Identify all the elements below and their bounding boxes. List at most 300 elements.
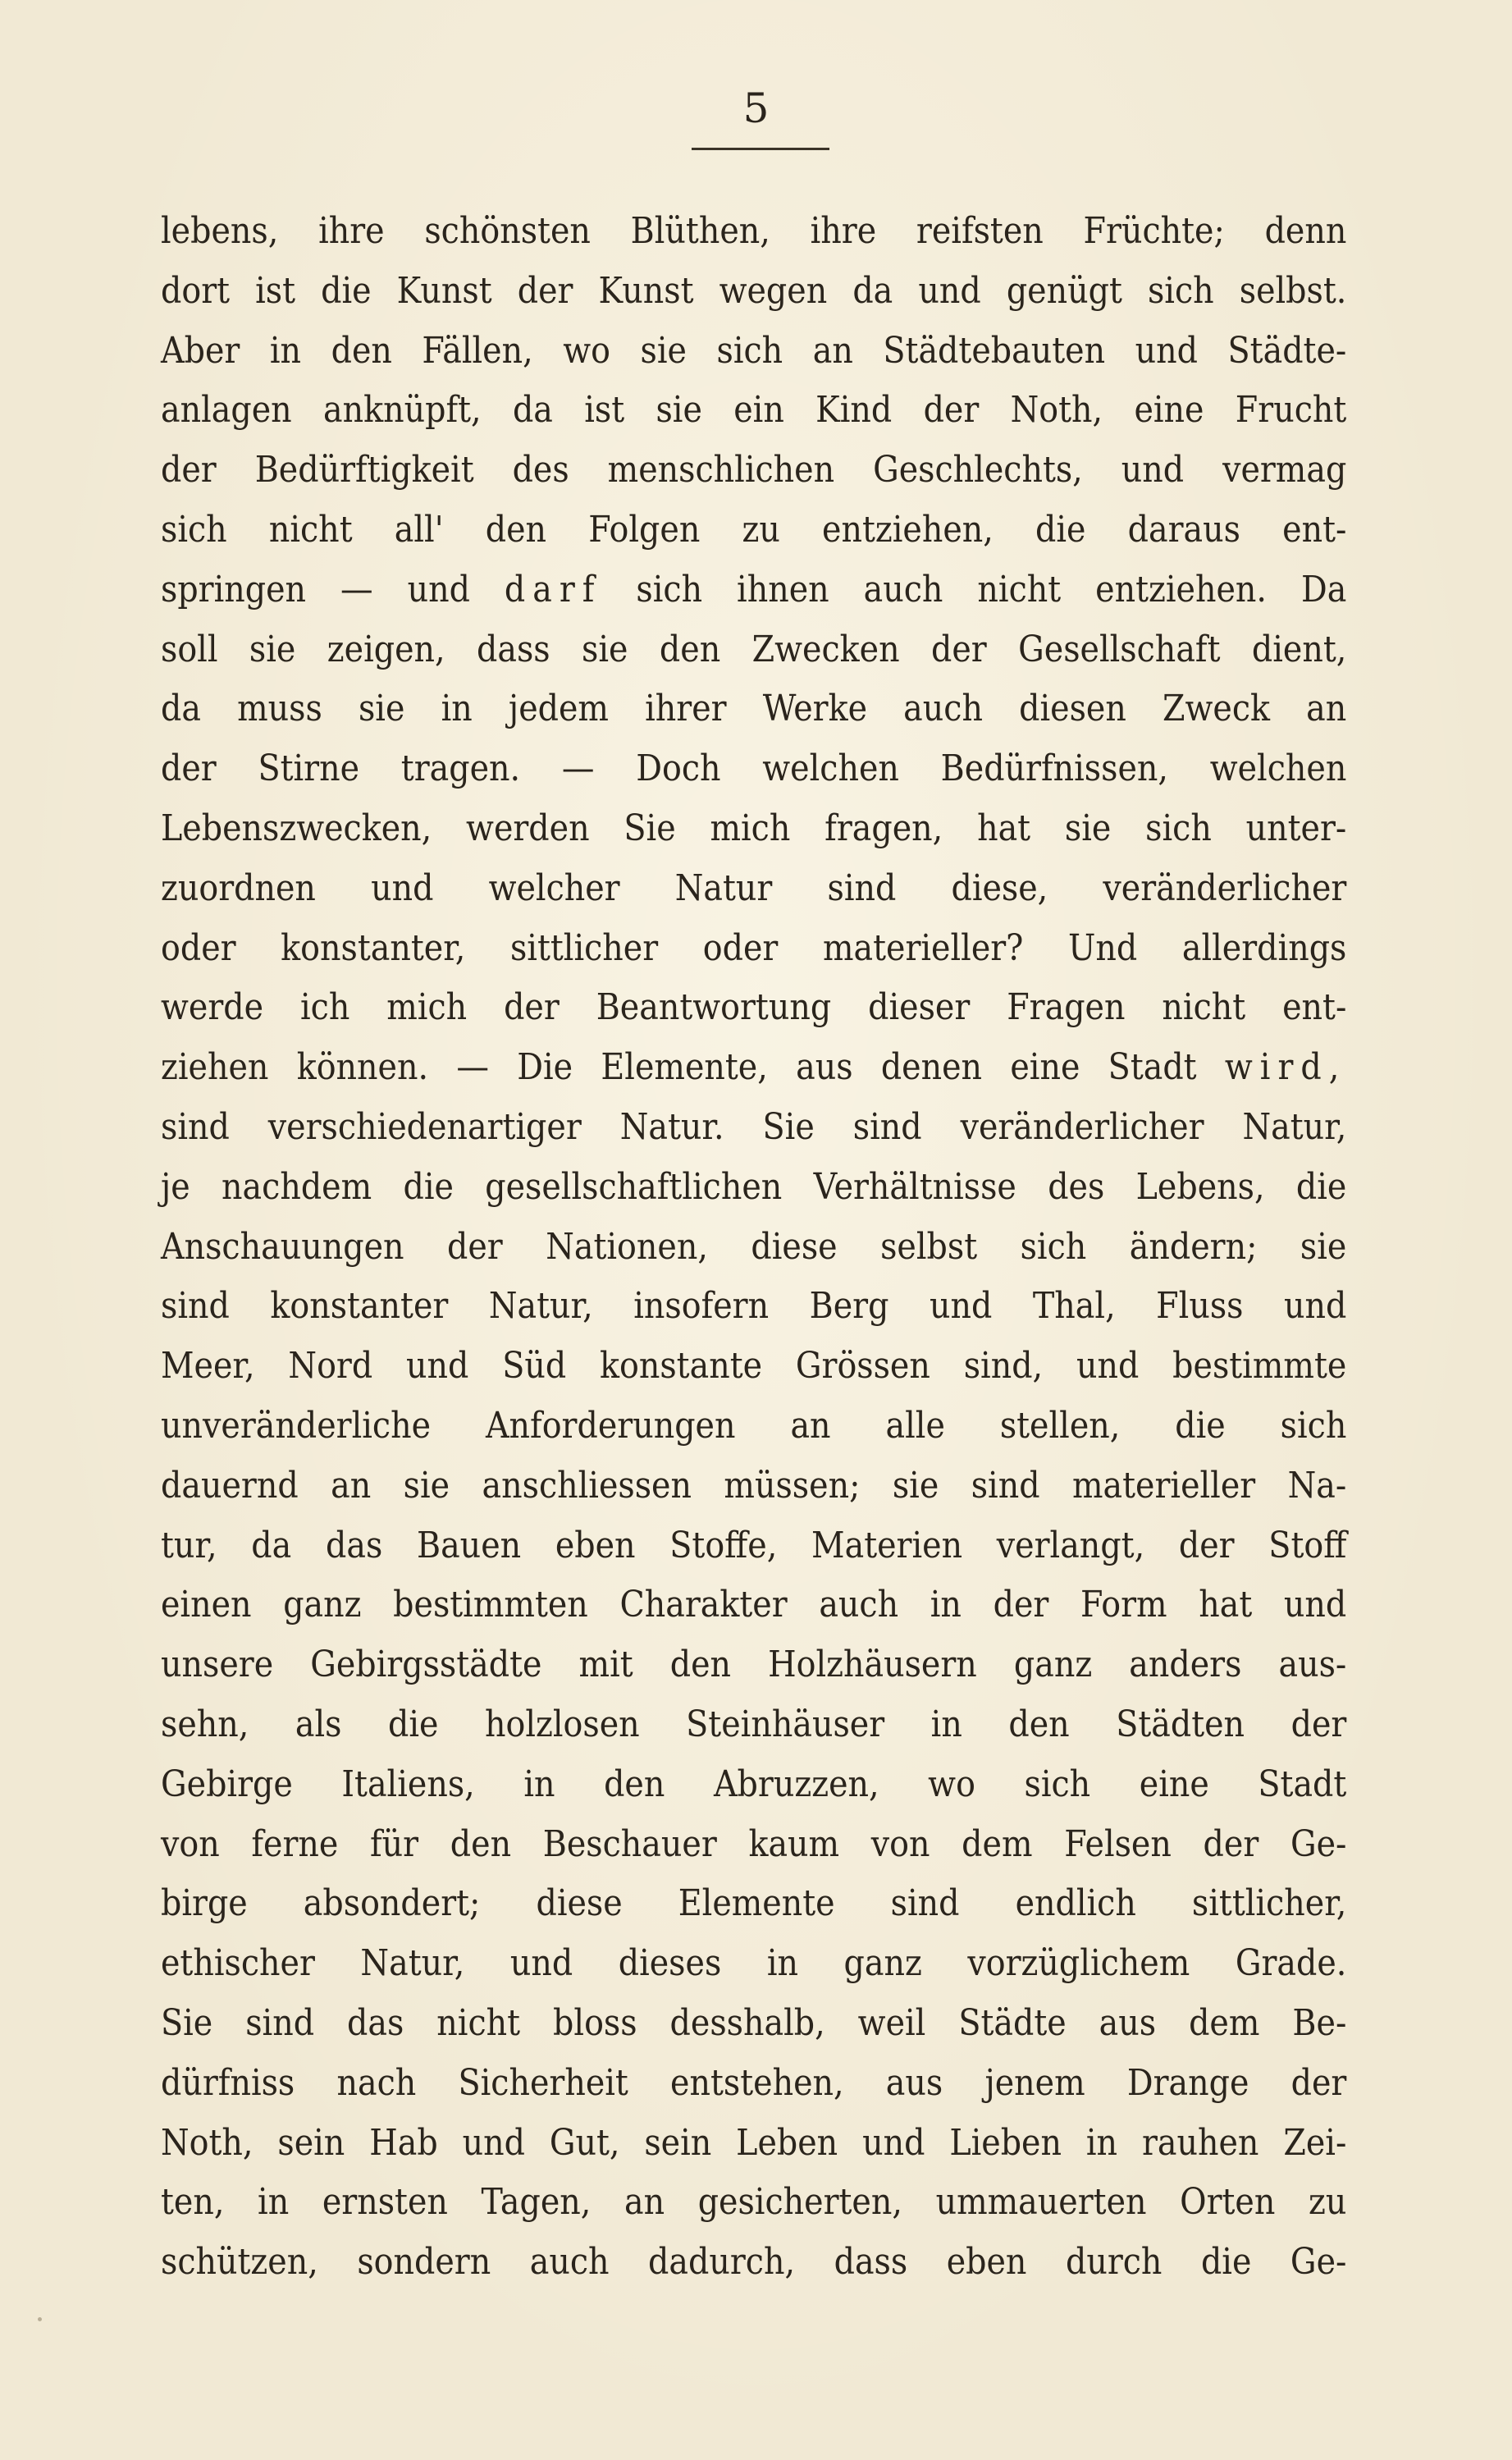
- word: für: [370, 1822, 419, 1865]
- word: stellen,: [999, 1404, 1121, 1447]
- word: sind: [245, 2001, 315, 2044]
- word: anders: [1129, 1644, 1242, 1686]
- word: sie: [892, 1464, 939, 1507]
- word: ist: [255, 269, 296, 312]
- word: und: [1121, 449, 1185, 492]
- word: mit: [578, 1644, 633, 1686]
- word: dient,: [1251, 628, 1347, 670]
- word: anlagen: [161, 389, 292, 432]
- word: in: [523, 1763, 555, 1805]
- word: welchen: [1209, 748, 1347, 790]
- word: Lieben: [949, 2121, 1062, 2164]
- word: je: [161, 1165, 190, 1208]
- text-line: [161, 2054, 1346, 2114]
- word: ferne: [251, 1822, 339, 1865]
- word: sie: [1064, 807, 1112, 849]
- word: zuordnen: [161, 866, 316, 909]
- word: zu: [1308, 2181, 1347, 2224]
- word: diese,: [951, 866, 1048, 909]
- word: sein: [277, 2121, 345, 2164]
- word: der: [517, 269, 573, 312]
- word: und: [462, 2121, 525, 2164]
- word: schützen,: [161, 2241, 318, 2284]
- text-line: [161, 441, 1346, 501]
- word: und: [371, 866, 434, 909]
- word: den: [485, 508, 547, 551]
- word: ihre: [318, 210, 385, 252]
- word: der: [1290, 2061, 1347, 2104]
- word: auch: [819, 1584, 899, 1626]
- word: springen: [161, 568, 307, 610]
- word: Kunst: [598, 269, 694, 312]
- word: ich: [299, 986, 350, 1029]
- word: Natur,: [360, 1942, 465, 1985]
- word: fragen,: [825, 807, 943, 849]
- word: von: [870, 1822, 930, 1865]
- word: da: [512, 389, 553, 432]
- word: von: [161, 1822, 220, 1865]
- word: Noth,: [1010, 389, 1103, 432]
- word: dadurch,: [648, 2241, 796, 2284]
- word: Natur.: [619, 1105, 724, 1148]
- word: ent-: [1282, 986, 1347, 1029]
- word: sind: [852, 1105, 922, 1148]
- word: Hab: [369, 2121, 438, 2164]
- word: selbst.: [1239, 269, 1347, 312]
- word: sind: [161, 1285, 230, 1328]
- word: in: [269, 329, 302, 372]
- text-line: [161, 1397, 1346, 1456]
- word: anknüpft,: [323, 389, 482, 432]
- word: Stadt: [1258, 1763, 1347, 1805]
- word: werden: [466, 807, 590, 849]
- word: nicht: [977, 568, 1062, 610]
- word: der: [931, 628, 987, 670]
- word: Elemente,: [601, 1046, 768, 1089]
- word: weil: [857, 2001, 926, 2044]
- word: dass: [834, 2241, 908, 2284]
- word: Drange: [1126, 2061, 1249, 2104]
- word: lebens,: [161, 210, 279, 252]
- word: Geschlechts,: [873, 449, 1083, 492]
- word: tragen.: [400, 748, 521, 790]
- word: nicht: [268, 508, 353, 551]
- word: Abruzzen,: [713, 1763, 879, 1805]
- word: konstanter,: [281, 926, 466, 969]
- word: sie: [358, 688, 405, 730]
- word: birge: [161, 1882, 248, 1925]
- word: der: [161, 449, 217, 492]
- text-line: [161, 1218, 1346, 1278]
- word: absondert;: [303, 1882, 481, 1925]
- word: nicht: [436, 2001, 521, 2044]
- word: ganz: [1013, 1644, 1093, 1686]
- word: Stoffe,: [669, 1524, 778, 1566]
- word: Form: [1080, 1584, 1167, 1626]
- text-line: [161, 799, 1346, 859]
- page-number: 5: [742, 85, 770, 132]
- word: Sicherheit: [458, 2061, 628, 2104]
- word: muss: [237, 688, 322, 730]
- word: Nord: [288, 1345, 373, 1388]
- word: bloss: [553, 2001, 637, 2044]
- word: sind: [827, 866, 897, 909]
- word: Ge-: [1290, 1822, 1347, 1865]
- word: Gebirgsstädte: [310, 1644, 542, 1686]
- text-line: [161, 1874, 1346, 1934]
- text-line: [161, 1575, 1346, 1635]
- word: als: [295, 1703, 342, 1745]
- word: ernsten: [322, 2181, 448, 2224]
- word: Meer,: [161, 1345, 255, 1388]
- text-line: [161, 1098, 1346, 1158]
- word: der: [161, 748, 217, 790]
- word: Zei-: [1283, 2121, 1347, 2164]
- word: sittlicher: [509, 926, 659, 969]
- word: vorzüglichem: [967, 1942, 1190, 1985]
- word: ganz: [283, 1584, 362, 1626]
- word: Grade.: [1235, 1942, 1347, 1985]
- word: Frucht: [1235, 389, 1347, 432]
- word: Elemente: [678, 1882, 835, 1925]
- word: selbst: [880, 1225, 978, 1268]
- word: sind: [890, 1882, 960, 1925]
- word: daraus: [1127, 508, 1240, 551]
- word: sie: [656, 389, 702, 432]
- word: sondern: [357, 2241, 491, 2284]
- word: eine: [1010, 1046, 1080, 1089]
- word: die: [388, 1703, 439, 1745]
- word: eben: [946, 2241, 1027, 2284]
- word: dauernd: [161, 1464, 299, 1507]
- word: eine: [1134, 389, 1204, 432]
- word: Stirne: [258, 748, 360, 790]
- word: reifsten: [916, 210, 1044, 252]
- word: sind: [161, 1105, 230, 1148]
- word: denn: [1264, 210, 1347, 252]
- word: zu: [742, 508, 780, 551]
- word: können.: [296, 1046, 429, 1089]
- word: und: [862, 2121, 925, 2164]
- word: ziehen: [161, 1046, 269, 1089]
- word: aus: [1099, 2001, 1157, 2044]
- word: ten,: [161, 2181, 225, 2224]
- word: gesellschaftlichen: [485, 1165, 783, 1208]
- word: müssen;: [724, 1464, 861, 1507]
- word: welchen: [762, 748, 899, 790]
- word: sich: [1147, 269, 1214, 312]
- word: sie: [582, 628, 628, 670]
- word: nicht: [1162, 986, 1246, 1029]
- word: unter-: [1245, 807, 1347, 849]
- word: und: [918, 269, 981, 312]
- word: Charakter: [619, 1584, 788, 1626]
- word: Natur,: [1242, 1105, 1347, 1148]
- word: genügt: [1006, 269, 1122, 312]
- word: veränderlicher: [960, 1105, 1204, 1148]
- word: Bauen: [416, 1524, 522, 1566]
- word: bestimmten: [393, 1584, 588, 1626]
- word: sind: [971, 1464, 1040, 1507]
- text-line: [161, 620, 1346, 680]
- word: und: [1076, 1345, 1140, 1388]
- word: und: [929, 1285, 993, 1328]
- word: Anforderungen: [485, 1404, 736, 1447]
- word: ihre: [810, 210, 877, 252]
- word: aus-: [1278, 1644, 1347, 1686]
- word: auch: [529, 2241, 610, 2284]
- word: oder: [702, 926, 779, 969]
- word: Städtebauten: [883, 329, 1106, 372]
- word: Orten: [1180, 2181, 1276, 2224]
- word: an: [331, 1464, 372, 1507]
- text-line: [161, 978, 1346, 1038]
- text-line: [161, 859, 1346, 919]
- word: schönsten: [424, 210, 591, 252]
- word: sich: [1145, 807, 1212, 849]
- word: desshalb,: [669, 2001, 825, 2044]
- word: der: [1290, 1703, 1347, 1745]
- text-line: [161, 1277, 1346, 1337]
- word: der: [1178, 1524, 1235, 1566]
- text-line: [161, 202, 1346, 262]
- word: unsere: [161, 1644, 274, 1686]
- text-line: [161, 1635, 1346, 1695]
- word: konstanter: [270, 1285, 449, 1328]
- word: der: [993, 1584, 1049, 1626]
- word: entziehen.: [1095, 568, 1267, 610]
- word: und: [1283, 1584, 1347, 1626]
- word: dürfniss: [161, 2061, 295, 2104]
- word: diese: [751, 1225, 838, 1268]
- word: aus: [796, 1046, 853, 1089]
- word: Städten: [1116, 1703, 1245, 1745]
- word: holzlosen: [485, 1703, 640, 1745]
- word: sich: [1280, 1404, 1347, 1447]
- word: Berg: [809, 1285, 889, 1328]
- word: auch: [863, 568, 943, 610]
- word: Doch: [636, 748, 721, 790]
- word: Sie: [161, 2001, 213, 2044]
- paper-speck: [38, 2317, 42, 2321]
- word: anschliessen: [482, 1464, 692, 1507]
- word: in: [258, 2181, 290, 2224]
- word: Thal,: [1032, 1285, 1116, 1328]
- word: sich: [716, 329, 783, 372]
- word: den: [659, 628, 721, 670]
- word: Gut,: [549, 2121, 620, 2164]
- word: Lebens,: [1135, 1165, 1265, 1208]
- text-line: [161, 2173, 1346, 2233]
- word: oder: [161, 926, 236, 969]
- word: Städte-: [1227, 329, 1347, 372]
- word: Die: [517, 1046, 573, 1089]
- word: bestimmte: [1172, 1345, 1347, 1388]
- word: darf: [504, 568, 602, 610]
- text-line: [161, 739, 1346, 799]
- word: materieller: [1071, 1464, 1256, 1507]
- word: mich: [386, 986, 468, 1029]
- word: an: [790, 1404, 831, 1447]
- word: menschlichen: [607, 449, 835, 492]
- word: Verhältnisse: [813, 1165, 1016, 1208]
- word: sein: [644, 2121, 712, 2164]
- word: die: [1175, 1404, 1226, 1447]
- word: entziehen,: [822, 508, 994, 551]
- word: Sie: [624, 807, 676, 849]
- word: Italiens,: [341, 1763, 475, 1805]
- word: mich: [710, 807, 791, 849]
- word: entstehen,: [670, 2061, 844, 2104]
- word: sich: [636, 568, 703, 610]
- word: die: [1035, 508, 1086, 551]
- word: Holzhäusern: [768, 1644, 977, 1686]
- text-line: [161, 1158, 1346, 1218]
- text-line: [161, 1337, 1346, 1397]
- text-line: [161, 322, 1346, 382]
- word: tur,: [161, 1524, 217, 1566]
- word: das: [325, 1524, 383, 1566]
- word: werde: [161, 986, 264, 1029]
- word: Materien: [811, 1524, 963, 1566]
- word: der: [504, 986, 560, 1029]
- word: dieses: [618, 1942, 722, 1985]
- word: ent-: [1282, 508, 1347, 551]
- word: da: [852, 269, 893, 312]
- word: sind,: [963, 1345, 1044, 1388]
- word: der: [923, 389, 980, 432]
- word: ihnen: [737, 568, 829, 610]
- word: alle: [885, 1404, 945, 1447]
- word: Tagen,: [481, 2181, 592, 2224]
- text-line: [161, 1695, 1346, 1755]
- body-text: [161, 202, 1347, 2293]
- word: nachdem: [222, 1165, 372, 1208]
- word: Städte: [958, 2001, 1067, 2044]
- word: —: [561, 748, 595, 790]
- word: und: [1284, 1285, 1347, 1328]
- word: sich: [1020, 1225, 1087, 1268]
- word: die: [1200, 2241, 1252, 2284]
- word: den: [450, 1822, 512, 1865]
- word: und: [407, 568, 470, 610]
- word: Grössen: [795, 1345, 930, 1388]
- word: endlich: [1015, 1882, 1136, 1925]
- word: Leben: [736, 2121, 838, 2164]
- word: Nationen,: [546, 1225, 708, 1268]
- word: allerdings: [1181, 926, 1347, 969]
- word: all': [394, 508, 444, 551]
- word: dem: [1189, 2001, 1260, 2044]
- text-line: [161, 2233, 1346, 2293]
- word: Stadt: [1108, 1046, 1197, 1089]
- word: ändern;: [1129, 1225, 1258, 1268]
- word: hat: [1199, 1584, 1253, 1626]
- text-line: [161, 381, 1346, 441]
- word: ihrer: [645, 688, 727, 730]
- word: Früchte;: [1083, 210, 1225, 252]
- word: rauhen: [1141, 2121, 1259, 2164]
- word: dass: [477, 628, 550, 670]
- word: auch: [903, 688, 983, 730]
- word: ethischer: [161, 1942, 315, 1985]
- word: Beantwortung: [596, 986, 832, 1029]
- word: an: [1306, 688, 1347, 730]
- word: Lebenszwecken,: [161, 807, 432, 849]
- word: des: [512, 449, 569, 492]
- word: sie: [249, 628, 296, 670]
- text-line: [161, 1038, 1346, 1098]
- word: veränderlicher: [1103, 866, 1347, 909]
- word: wo: [563, 329, 610, 372]
- word: den: [604, 1763, 665, 1805]
- word: Zweck: [1163, 688, 1271, 730]
- word: Na-: [1287, 1464, 1347, 1507]
- word: Zwecken: [751, 628, 900, 670]
- word: Sie: [762, 1105, 815, 1148]
- word: zeigen,: [327, 628, 445, 670]
- word: wegen: [719, 269, 828, 312]
- word: nach: [336, 2061, 417, 2104]
- word: und: [1135, 329, 1198, 372]
- word: in: [441, 688, 473, 730]
- word: dieser: [868, 986, 971, 1029]
- word: ein: [733, 389, 784, 432]
- word: welcher: [488, 866, 620, 909]
- word: unveränderliche: [161, 1404, 432, 1447]
- text-line: [161, 1516, 1346, 1576]
- word: der: [1203, 1822, 1259, 1865]
- word: verschiedenartiger: [267, 1105, 582, 1148]
- word: in: [930, 1584, 962, 1626]
- word: Natur,: [488, 1285, 593, 1328]
- word: Fällen,: [422, 329, 533, 372]
- word: Werke: [762, 688, 868, 730]
- word: sie: [640, 329, 687, 372]
- text-line: [161, 1994, 1346, 2054]
- word: sich: [161, 508, 227, 551]
- word: Bedürfnissen,: [940, 748, 1168, 790]
- word: Kind: [815, 389, 893, 432]
- word: sich: [1024, 1763, 1091, 1805]
- word: Be-: [1292, 2001, 1347, 2044]
- word: eine: [1139, 1763, 1209, 1805]
- word: sie: [1300, 1225, 1347, 1268]
- word: Da: [1300, 568, 1347, 610]
- word: soll: [161, 628, 218, 670]
- word: in: [766, 1942, 798, 1985]
- text-line: [161, 1456, 1346, 1516]
- word: Natur: [674, 866, 773, 909]
- text-line: [161, 560, 1346, 620]
- word: Stoff: [1268, 1524, 1347, 1566]
- word: wird,: [1224, 1046, 1347, 1089]
- word: in: [930, 1703, 962, 1745]
- word: Ge-: [1290, 2241, 1347, 2284]
- word: Noth,: [161, 2121, 254, 2164]
- word: das: [347, 2001, 404, 2044]
- page-number-rule: [692, 148, 829, 150]
- word: sie: [403, 1464, 450, 1507]
- word: Und: [1068, 926, 1138, 969]
- word: vermag: [1222, 449, 1347, 492]
- word: gesicherten,: [697, 2181, 902, 2224]
- word: den: [669, 1644, 732, 1686]
- word: des: [1048, 1165, 1105, 1208]
- word: da: [161, 688, 201, 730]
- text-line: [161, 1755, 1346, 1815]
- word: Fragen: [1007, 986, 1126, 1029]
